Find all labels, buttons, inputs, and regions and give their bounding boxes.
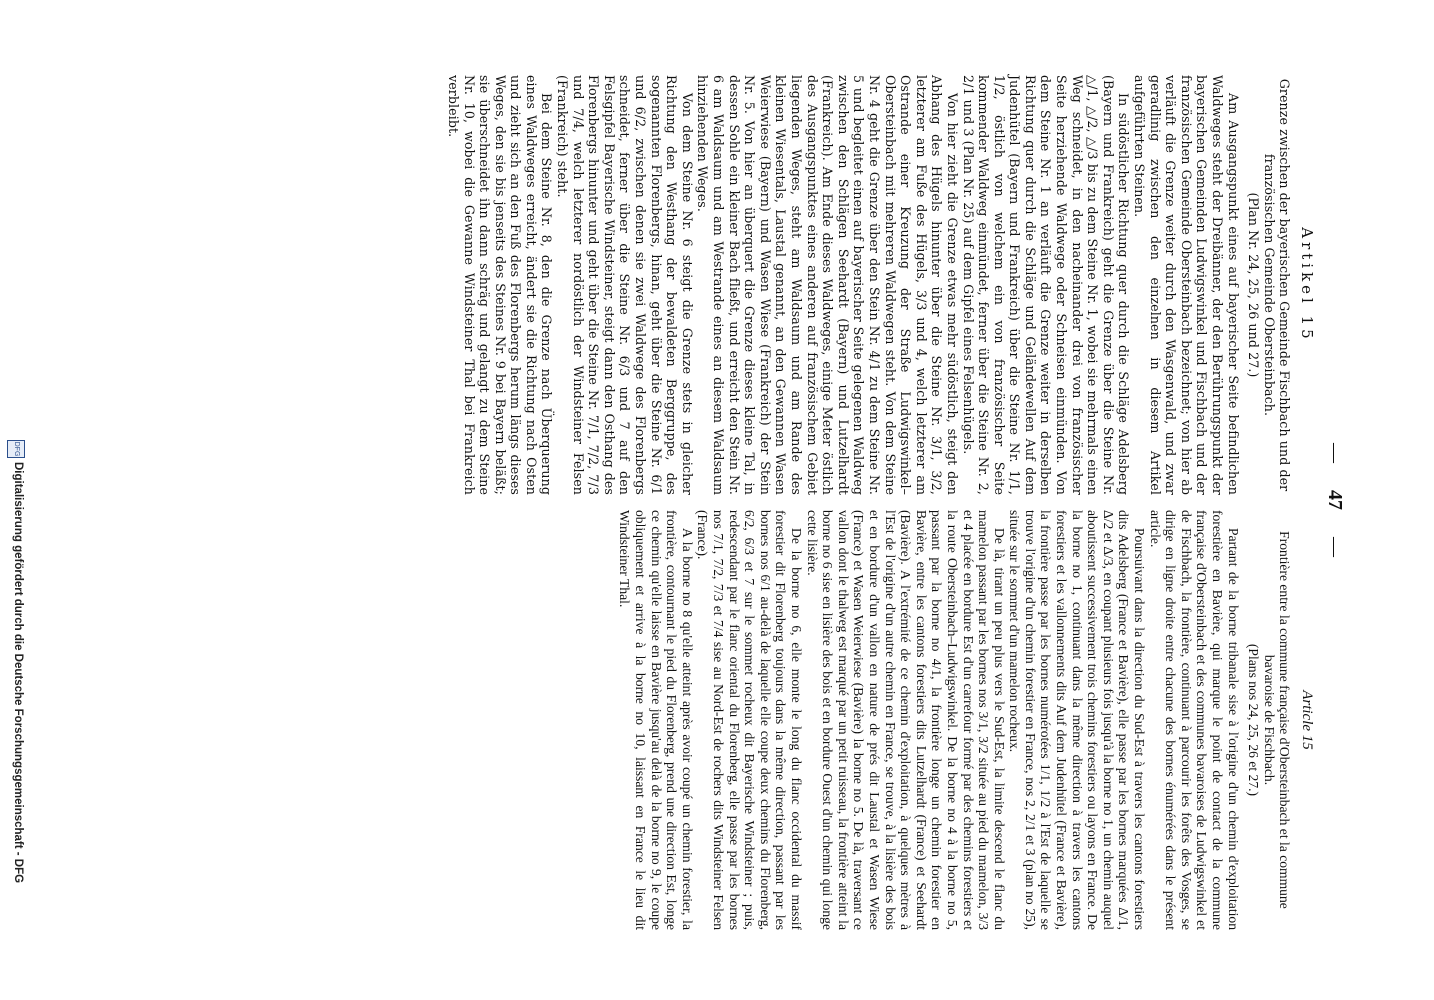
french-paragraph-3: De là, tirant un peu plus vers le Sud-Est, la limite descend le flanc du mamelon passant par les bornes nos 3/1, 3/2 située au pied du mamelon, 3/3 et 4 placée en bordure Est d'un carrefour formé par des chemins forestiers et la route Obersteinbach–Ludwigswinkel. De la borne no 4 à la borne no 5, passant par la borne no 4/1, la frontière longe un chemin forestier en Bavière, entre les cantons forestiers dits Lutzelhardt (France) et Seehardt (Bavière). A l'extrémité de ce chemin d'exploitation, à quelques mètres à l'Est de l'origine d'un autre chemin en France, se trouve, à la lisière des bois et en bordure d'un vallon en nature de prés dit Laustal et Wasen Wiese (France) et Wasen Weierwiese (Bavière) la borne no 5. De là, traversant ce vallon dont le thalweg est marqué par un petit ruisseau, la frontière atteint la borne no 6 sise en lisière des bois et en bordure Ouest d'un chemin qui longe cette lisière. bbox=[804, 510, 1007, 930]
german-article-title bbox=[1246, 75, 1293, 495]
french-article-title bbox=[1246, 510, 1293, 930]
german-paragraph-1: Am Ausgangspunkt eines auf bayerischer Seite befindlichen Waldweges steht der Dreibänner, der den Berührungspunkt der bayerischen Gemeinden Ludwigswinkel und Fischbach und der französischen Gemeinde Obersteinbach bezeichnet; von hier ab verläuft die Grenze weiter durch den Wasgenwald, und zwar geradlinig zwischen den einzelnen in diesem Artikel aufgeführten Steinen. bbox=[1132, 75, 1241, 495]
german-plans: (Plan Nr. 24, 25, 26 und 27.) bbox=[1246, 192, 1262, 378]
german-title-text: Grenze zwischen der bayerischen Gemeinde Fischbach und der französischen Gemeinde Obersteinbach. bbox=[1261, 78, 1293, 492]
page-header bbox=[1323, 0, 1346, 1000]
german-paragraph-5: Bei dem Steine Nr. 8, den die Grenze nach Überquerung eines Waldweges erreicht, ändert sie die Richtung nach Osten und zieht sich an den Fuß des Florenbergs herum längs dieses Weges, den sie bis jenseits des Steines Nr. 9 bei Bayern beläßt; sie überschneidet ihn dann schräg und gelangt zu dem Steine Nr. 10, wobei die Gewanne Windsteiner Thal bei Frankreich verbleibt. bbox=[445, 75, 555, 495]
french-article-heading: Article 15 bbox=[1299, 690, 1315, 750]
german-article-heading: Artikel 15 bbox=[1298, 227, 1316, 343]
header-dash-right: — bbox=[1324, 537, 1346, 557]
german-paragraph-2: In südöstlicher Richtung quer durch die Schläge Adelsberg (Bayern und Frankreich) geht die Grenze über die Steine Nr. △/1, △/2, △/3 bis zu dem Steine Nr. 1, wobei sie mehrmals einen Weg schneidet, in den nacheinander drei von französischer Seite herziehende Waldwege oder Schneisen einmünden. Von dem Steine Nr. 1 an verläuft die Grenze weiter in derselben Richtung quer durch die Schläge und Geländewellen Auf dem Judenhütel (Bayern und Frankreich) über die Steine Nr. 1/1, 1/2, östlich von welchem ein von französischer Seite kommender Waldweg einmündet, ferner über die Steine Nr. 2, 2/1 und 3 (Plan Nr. 25) auf dem Gipfel eines Felsenhügels. bbox=[960, 75, 1132, 495]
page-number: 47 bbox=[1324, 490, 1346, 510]
french-paragraph-4: De la borne no 6, elle monte le long du flanc occidental du massif forestier dit Florenberg toujours dans la même direction, passant par les bornes nos 6/1 au-delà de laquelle elle coupe deux chemins du Florenberg, 6/2, 6/3 et 7 sur le sommet rocheux dit Bayerische Windsteiner ; puis, redescendant par le flanc oriental du Florenberg, elle passe par les bornes nos 7/1, 7/2, 7/3 et 7/4 sise au Nord-Est de rochers dits Windsteiner Felsen (France). bbox=[695, 510, 804, 930]
dfg-watermark bbox=[5, 440, 29, 1000]
german-column bbox=[445, 75, 1314, 495]
french-column bbox=[617, 510, 1314, 930]
french-paragraph-2: Poursuivant dans la direction du Sud-Est à travers les cantons forestiers dits Adelsberg (France et Bavière), elle passe par les bornes marquées Δ/1, Δ/2 et Δ/3, en coupant plusieurs fois jusqu'à la borne no 1, un chemin auquel aboutissent successivement trois chemins forestiers ou layons en France. De la borne no 1, continuant dans la même direction à travers les cantons forestiers et les vallonnements dits Auf dem Judenhütel (France et Bavière), la frontière passe par les bornes numérotées 1/1, 1/2 à l'Est de laquelle se trouve l'origine d'un chemin forestier en France, nos 2, 2/1 et 3 (plan no 25), située sur le sommet d'un mamelon rocheux. bbox=[1007, 510, 1148, 930]
french-paragraph-1: Partant de la borne tribanale sise à l'origine d'un chemin d'exploitation forestière en Bavière, qui marque le point de contact de la commune française d'Obersteinbach et des communes bavaroises de Ludwigswinkel et de Fischbach, la frontière, continuant à parcourir les forêts des Vosges, se dirige en ligne droite entre chacune des bornes énumérées dans le présent article. bbox=[1147, 510, 1241, 930]
french-title-text: Frontière entre la commune française d'Obersteinbach et la commune bavaroise de Fischbach. bbox=[1261, 531, 1293, 909]
french-paragraph-5: A la borne no 8 qu'elle atteint après avoir coupé un chemin forestier, la frontière, contournant le pied du Florenberg, prend une direction Est, longe ce chemin qu'elle laisse en Bavière jusqu'au delà de la borne no 9, le coupe obliquement et arrive à la borne no 10, laissant en France le lieu dit Windsteiner Thal. bbox=[617, 510, 695, 930]
dfg-logo-icon: DFG bbox=[7, 440, 25, 458]
german-paragraph-3: Von hier zieht die Grenze etwas mehr südöstlich, steigt den Abhang des Hügels hinunter über die Steine Nr. 3/1, 3/2, letzterer am Fuße des Hügels, 3/3 und 4, welch letzterer am Ostrande einer Kreuzung der Straße Ludwigswinkel–Obersteinbach mit mehreren Waldwegen steht. Von dem Steine Nr. 4 geht die Grenze über den Stein Nr. 4/1 zu dem Steine Nr. 5 und begleitet einen auf bayerischer Seite gelegenen Waldweg zwischen den Schlägen Seehardt (Bayern) und Lutzelhardt (Frankreich). Am Ende dieses Waldweges, einige Meter östlich des Ausgangspunktes eines anderen auf französischem Gebiet liegenden Weges, steht am Waldsaum und am Rande des kleinen Wiesentals, Laustal genannt, an den Gewannen Wasen Weierwiese (Bayern) und Wasen Wiese (Frankreich) der Stein Nr. 5. Von hier an überquert die Grenze dieses kleine Tal, in dessen Sohle ein kleiner Bach fließt, und erreicht den Stein Nr. 6 am Waldsaum und am Westrande eines an diesem Waldsaum hinziehenden Weges. bbox=[695, 75, 960, 495]
dfg-watermark-text: Digitalisierung gefördert durch die Deutsche Forschungsgemeinschaft - DFG bbox=[12, 462, 24, 884]
german-paragraph-4: Von dem Steine Nr. 6 steigt die Grenze stets in gleicher Richtung den Westhang der bewaldeten Berggruppe, des sogenannten Florenbergs, hinan, geht über die Steine Nr. 6/1 und 6/2, zwischen denen sie zwei Waldwege des Florenbergs schneidet, ferner über die Steine Nr. 6/3 und 7 auf den Felsgipfel Bayerische Windsteiner, steigt dann den Osthang des Florenbergs hinunter und geht über die Steine Nr. 7/1, 7/2, 7/3 und 7/4, welch letzterer nordöstlich der Windsteiner Felsen (Frankreich) steht. bbox=[555, 75, 695, 495]
header-dash-left: — bbox=[1324, 443, 1346, 463]
french-plans: (Plans nos 24, 25, 26 et 27.) bbox=[1246, 643, 1262, 797]
